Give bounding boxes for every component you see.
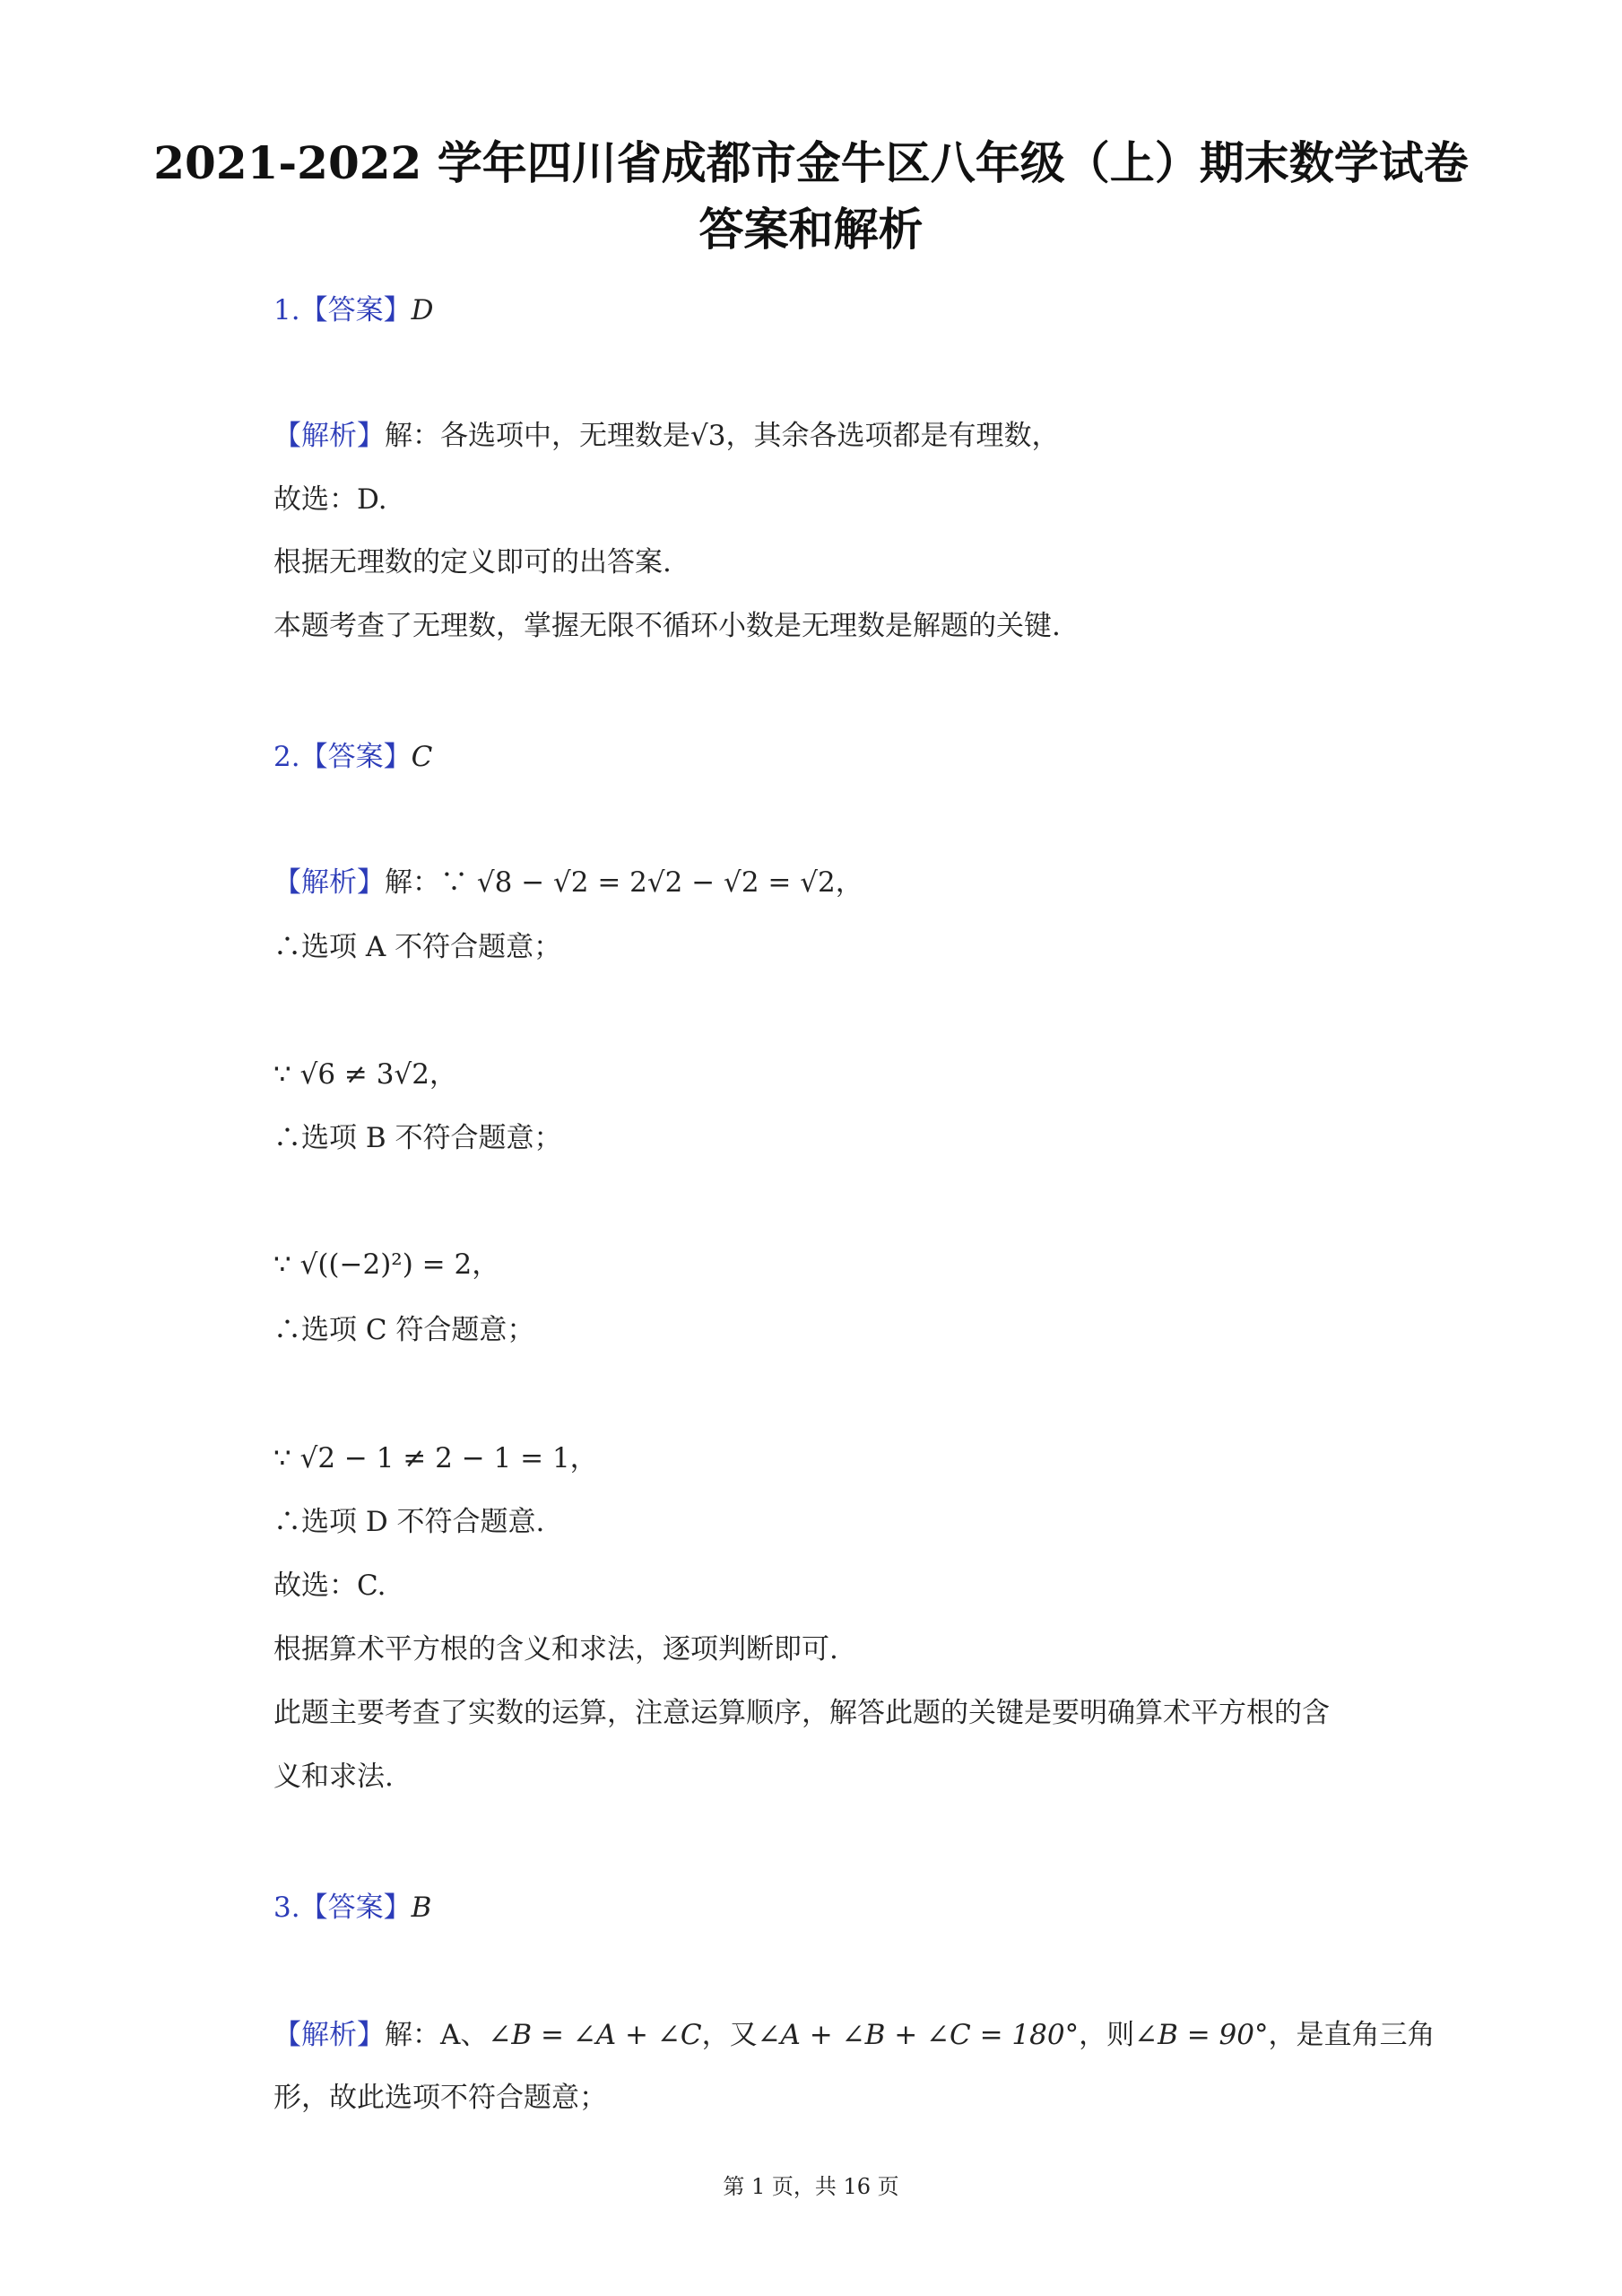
- q2-answer-line: [273, 734, 432, 774]
- q1-answer-value: D: [411, 294, 434, 326]
- q3-text: 解：A、: [385, 2019, 489, 2051]
- q2-analysis-line-8: ∴选项 D 不符合题意.: [273, 1506, 545, 1538]
- q3-analysis-line-2: 形，故此选项不符合题意；: [273, 2082, 607, 2114]
- q1-analysis-line-4: 本题考查了无理数，掌握无限不循环小数是无理数是解题的关键.: [273, 610, 1061, 642]
- q2-text: ，: [835, 866, 863, 899]
- q2-number: 2.: [273, 741, 300, 773]
- q1-analysis-line-2: 故选：D.: [273, 483, 387, 516]
- q2-analysis-line-7: ∵ √2 − 1 ≠ 2 − 1 = 1，: [273, 1442, 598, 1474]
- q2-analysis-line-3: ∵ √6 ≠ 3√2，: [273, 1058, 457, 1091]
- answer-tag: 【答案】: [299, 294, 412, 326]
- q2-analysis-line-6: ∴选项 C 符合题意；: [273, 1314, 535, 1346]
- page-footer: 第 1 页，共 16 页: [723, 2174, 899, 2199]
- document-title-line1: 2021-2022 学年四川省成都市金牛区八年级（上）期末数学试卷: [153, 136, 1469, 189]
- q2-analysis-line-11: 此题主要考查了实数的运算，注意运算顺序，解答此题的关键是要明确算术平方根的含: [273, 1697, 1330, 1729]
- analysis-tag: 【解析】: [273, 2019, 385, 2051]
- q3-math: ∠A + ∠B + ∠C = 180°: [757, 2019, 1080, 2051]
- q1-text: 解：各选项中，无理数是: [385, 420, 690, 452]
- q3-number: 3.: [273, 1892, 300, 1924]
- q2-analysis-line-10: 根据算术平方根的含义和求法，逐项判断即可.: [273, 1633, 838, 1665]
- q2-analysis-line-9: 故选：C.: [273, 1570, 386, 1602]
- q3-text: ，是直角三角: [1268, 2019, 1436, 2051]
- q1-answer-line: [273, 287, 433, 327]
- q2-analysis-line-5: ∵ √((−2)²) = 2，: [273, 1248, 500, 1281]
- analysis-tag: 【解析】: [273, 420, 385, 452]
- q3-answer-line: [273, 1884, 431, 1925]
- q1-analysis-line-3: 根据无理数的定义即可的出答案.: [273, 546, 672, 578]
- q3-answer-value: B: [411, 1892, 432, 1924]
- q1-text: ，其余各选项都是有理数，: [725, 420, 1060, 452]
- q3-math: ∠B = 90°: [1134, 2019, 1269, 2051]
- q3-text: ，则: [1079, 2019, 1135, 2051]
- q2-text: 解：∵: [385, 866, 477, 899]
- analysis-tag: 【解析】: [273, 866, 385, 899]
- document-title-line2: 答案和解析: [698, 203, 924, 256]
- q1-math: √3: [690, 420, 726, 452]
- q2-analysis-line-12: 义和求法.: [273, 1761, 394, 1793]
- q2-analysis-line-1: [273, 859, 863, 900]
- answer-tag: 【答案】: [299, 741, 412, 773]
- q3-text: ，又: [701, 2019, 758, 2051]
- answer-tag: 【答案】: [299, 1892, 412, 1924]
- q2-analysis-line-4: ∴选项 B 不符合题意；: [273, 1122, 562, 1154]
- q3-analysis-line-1: [273, 2012, 1436, 2052]
- q3-math: ∠B = ∠A + ∠C: [488, 2019, 702, 2051]
- q1-number: 1.: [273, 294, 300, 326]
- q2-math: √8 − √2 = 2√2 − √2 = √2: [476, 866, 836, 899]
- q2-answer-value: C: [411, 741, 433, 773]
- q2-analysis-line-2: ∴选项 A 不符合题意；: [273, 931, 562, 963]
- q1-analysis-line-1: [273, 413, 1059, 453]
